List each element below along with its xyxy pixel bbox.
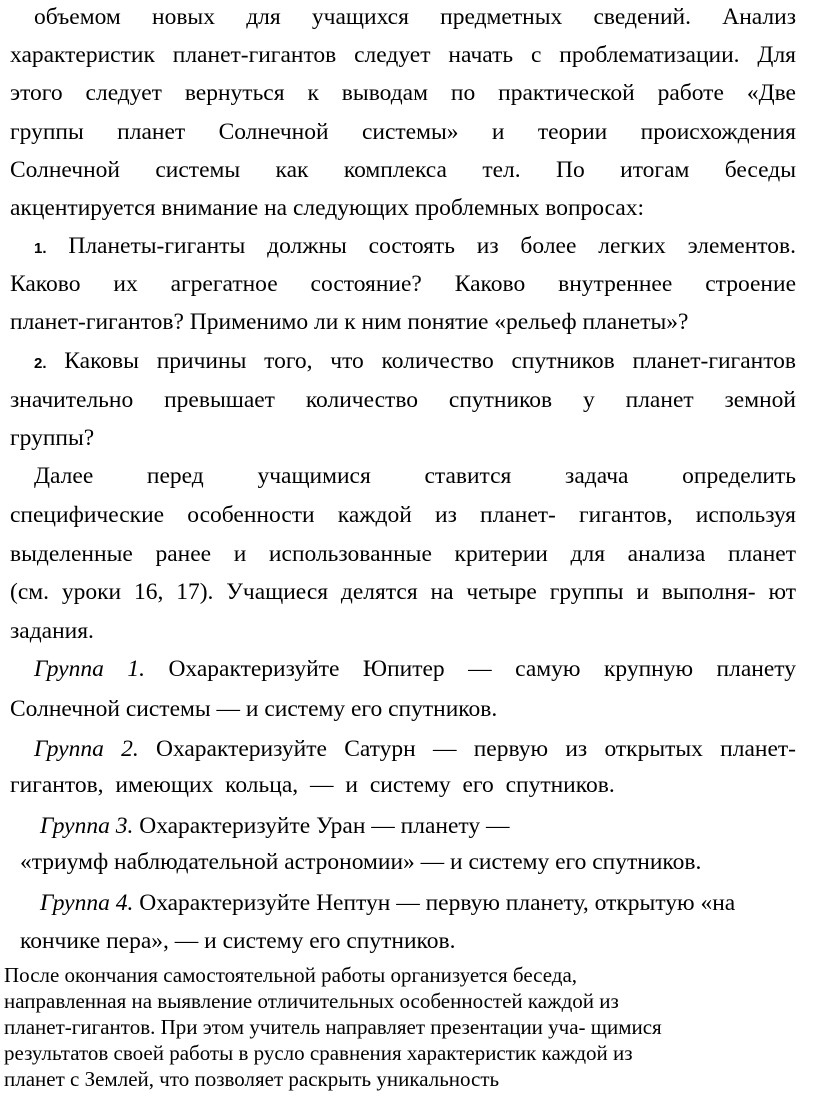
closing-line: направленная на выявление отличительных особенностей каждой из — [4, 989, 619, 1013]
paragraph-line: специфические особенности каждой из планет- гигантов, используя — [10, 502, 796, 528]
paragraph-line: выделенные ранее и использованные критерии для анализа планет — [10, 541, 796, 567]
group-1-line — [34, 654, 796, 684]
question-text: Планеты-гиганты должны состоять из более легких элементов. — [68, 233, 796, 259]
group-4-line — [40, 888, 735, 918]
group-label: Группа 1. — [34, 656, 145, 682]
group-label: Группа 4. — [40, 890, 134, 916]
question-number: 1. — [34, 240, 47, 257]
question-2-line: группы? — [10, 425, 95, 451]
group-2-line — [34, 734, 796, 764]
group-label: Группа 3. — [40, 813, 134, 839]
closing-line: планет-гигантов. При этом учитель направляет презентации уча- щимися — [4, 1015, 662, 1039]
paragraph-line: Далее перед учащимися ставится задача определить — [34, 463, 796, 489]
paragraph-line: характеристик планет-гигантов следует начать с проблематизации. Для — [10, 42, 796, 68]
group-task: Охарактеризуйте Сатурн — первую из открытых планет- — [155, 736, 796, 762]
closing-line: После окончания самостоятельной работы организуется беседа, — [4, 963, 578, 987]
paragraph-line: (см. уроки 16, 17). Учащиеся делятся на четыре группы и выполня- ют — [10, 579, 796, 605]
paragraph-line: задания. — [10, 618, 94, 644]
closing-line: результатов своей работы в русло сравнения характеристик каждой из — [4, 1041, 633, 1065]
paragraph-line: объемом новых для учащихся предметных сведений. Анализ — [34, 4, 796, 30]
group-1-line: Солнечной системы — и систему его спутников. — [10, 696, 498, 722]
question-1-line — [34, 231, 796, 264]
group-task: Охарактеризуйте Нептун — первую планету, открытую «на — [139, 890, 736, 916]
paragraph-line: Солнечной системы как комплекса тел. По итогам беседы — [10, 157, 796, 183]
group-task: Охарактеризуйте Юпитер — самую крупную планету — [168, 656, 796, 682]
group-2-line: гигантов, имеющих кольца, — и систему его спутников. — [10, 772, 615, 798]
paragraph-line: акцентируется внимание на следующих проблемных вопросах: — [10, 195, 645, 221]
closing-line: планет с Землей, что позволяет раскрыть уникальность — [4, 1067, 500, 1091]
question-1-line: Каково их агрегатное состояние? Каково внутреннее строение — [10, 271, 796, 297]
group-task: Охарактеризуйте Уран — планету — — [139, 813, 510, 839]
group-3-line: «триумф наблюдательной астрономии» — и систему его спутников. — [20, 849, 702, 875]
paragraph-line: этого следует вернуться к выводам по практической работе «Две — [10, 80, 796, 106]
question-2-line: значительно превышает количество спутников у планет земной — [10, 387, 796, 413]
question-number: 2. — [34, 355, 47, 372]
paragraph-line: группы планет Солнечной системы» и теории происхождения — [10, 119, 796, 145]
group-3-line — [40, 811, 509, 841]
group-label: Группа 2. — [34, 736, 139, 762]
question-2-line — [34, 346, 796, 379]
group-4-line: кончике пера», — и систему его спутников. — [20, 928, 456, 954]
question-text: Каковы причины того, что количество спутников планет-гигантов — [64, 348, 797, 374]
question-1-line: планет-гигантов? Применимо ли к ним понятие «рельеф планеты»? — [10, 309, 689, 335]
